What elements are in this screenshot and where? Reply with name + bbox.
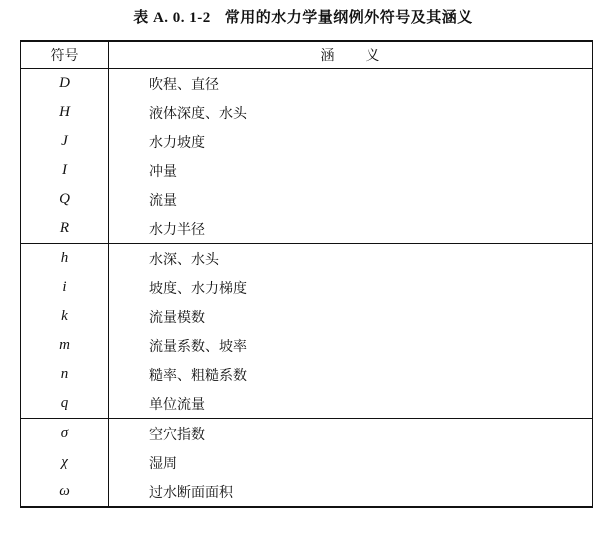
symbol-cell: D: [21, 69, 109, 99]
meaning-cell: 单位流量: [109, 389, 593, 419]
table-row: [21, 98, 593, 127]
symbol-cell: i: [21, 273, 109, 302]
table-row: [21, 273, 593, 302]
meaning-cell: 糙率、粗糙系数: [149, 367, 247, 384]
symbol-cell: h: [21, 244, 109, 274]
table-row: [21, 389, 593, 419]
table-row: [21, 69, 593, 99]
meaning-cell: 空穴指数: [149, 426, 205, 443]
meaning-cell: 坡度、水力梯度: [149, 280, 247, 297]
symbol-cell: k: [21, 302, 109, 331]
meaning-cell: 冲量: [149, 163, 177, 180]
table-row: [21, 419, 593, 449]
table-row: [21, 214, 593, 244]
table-row: [21, 448, 593, 477]
meaning-cell: 水深、水头: [149, 251, 219, 268]
table-row: [21, 156, 593, 185]
meaning-column-header: 涵 义: [109, 41, 593, 69]
meaning-cell: 吹程、直径: [149, 76, 219, 93]
table-row: [21, 302, 593, 331]
table-title: 常用的水力学量纲例外符号及其涵义: [224, 8, 473, 26]
table-row: [21, 127, 593, 156]
table-row: [21, 244, 593, 274]
symbol-cell: ω: [21, 477, 109, 507]
meaning-cell: 流量系数、坡率: [149, 338, 247, 355]
symbol-cell: I: [21, 156, 109, 185]
symbol-cell: m: [21, 331, 109, 360]
table-row: [21, 360, 593, 389]
meaning-cell: 流量模数: [149, 309, 205, 326]
symbol-cell: q: [21, 389, 109, 419]
meaning-cell: 水力半径: [109, 214, 593, 244]
meaning-cell: 过水断面面积: [149, 484, 233, 501]
header-row: [21, 41, 593, 69]
symbol-cell: σ: [21, 419, 109, 449]
meaning-cell: 液体深度、水头: [149, 105, 247, 122]
meaning-cell: 湿周: [149, 455, 177, 472]
symbol-cell: Q: [21, 185, 109, 214]
symbol-cell: H: [21, 98, 109, 127]
table-row: [21, 477, 593, 507]
table-row: [21, 185, 593, 214]
symbol-cell: χ: [21, 448, 109, 477]
table-row: [21, 331, 593, 360]
symbol-cell: J: [21, 127, 109, 156]
table-number: 表 A. 0. 1-2: [133, 10, 211, 26]
meaning-cell: 水力坡度: [149, 134, 205, 151]
symbol-cell: n: [21, 360, 109, 389]
symbol-table: [20, 40, 593, 508]
meaning-cell: 流量: [149, 192, 177, 209]
symbol-column-header: 符号: [21, 41, 109, 69]
table-caption: [0, 6, 606, 27]
symbol-cell: R: [21, 214, 109, 244]
